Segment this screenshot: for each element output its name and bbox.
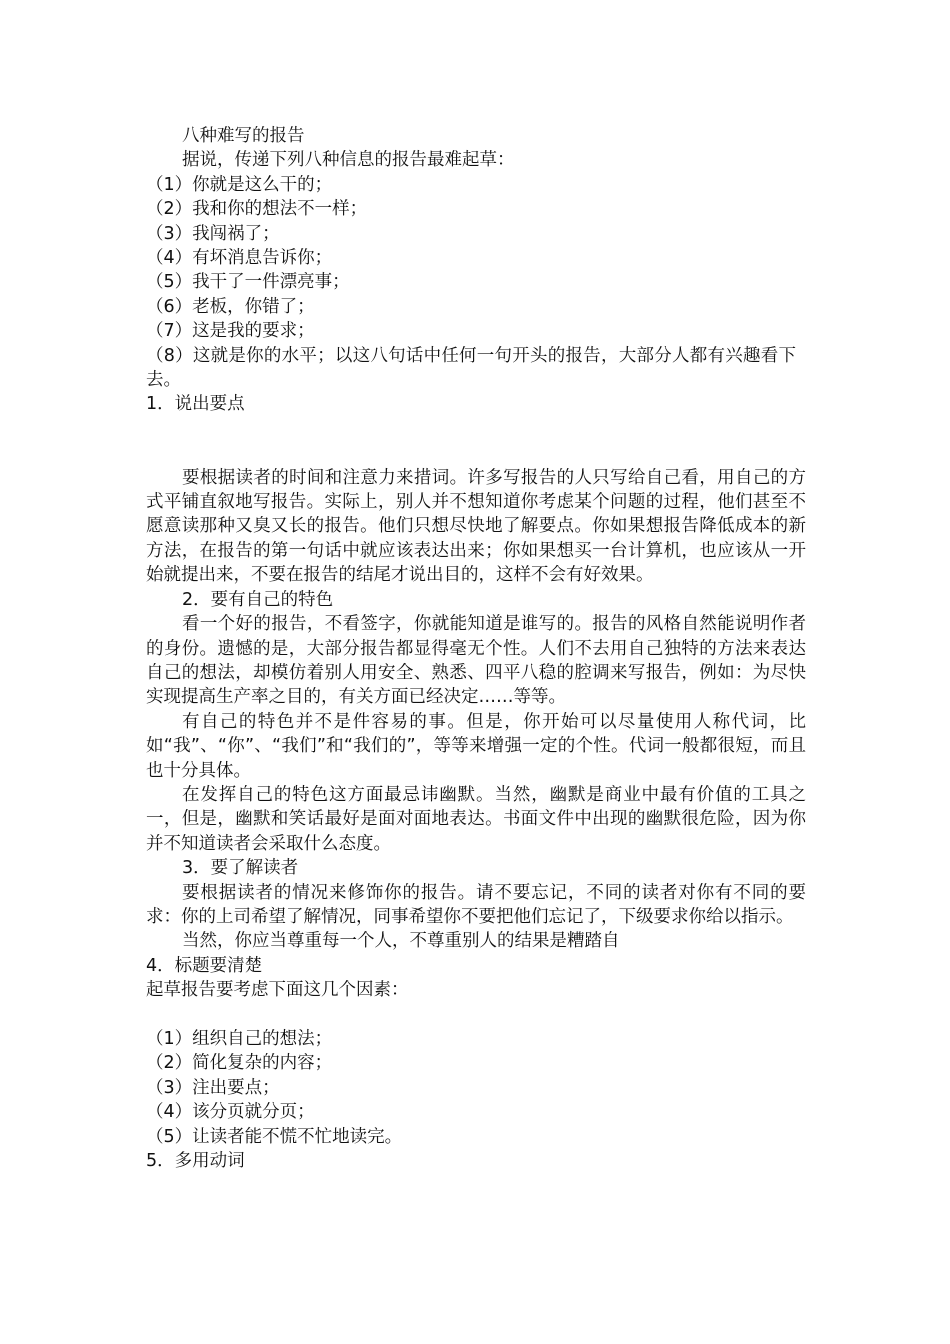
section-4-intro: 起草报告要考虑下面这几个因素： — [146, 980, 409, 1001]
section-3-paragraph: 当然，你应当尊重每一个人，不尊重别人的结果是糟踏自 — [182, 931, 620, 952]
list-item: （8）这就是你的水平；以这八句话中任何一句开头的报告，大部分人都有兴趣看下去。 — [146, 345, 796, 391]
list-item: （2）我和你的想法不一样； — [146, 199, 368, 220]
list-item: （4）有坏消息告诉你； — [146, 248, 333, 269]
section-1-heading: 1．说出要点 — [146, 394, 245, 415]
eight-items-list — [146, 173, 806, 393]
list-item: （5）我干了一件漂亮事； — [146, 272, 350, 293]
section-2-paragraph: 看一个好的报告，不看签字，你就能知道是谁写的。报告的风格自然能说明作者的身份。遗憾的是，大部分报告都显得毫无个性。人们不去用自己独特的方法来表达自己的想法，却模仿着别人用安全、熟悉、四平八稳的腔调来写报告，例如：为尽快实现提高生产率之目的，有关方面已经决定……等等。 — [146, 614, 806, 708]
section-2-paragraph: 有自己的特色并不是件容易的事。但是，你开始可以尽量使用人称代词，比如“我”、“你”、“我们”和“我们的”，等等来增强一定的个性。代词一般都很短，而且也十分具体。 — [146, 711, 806, 781]
document-title: 八种难写的报告 — [182, 126, 305, 146]
section-5-heading: 5．多用动词 — [146, 1151, 245, 1172]
list-item: （7）这是我的要求； — [146, 321, 315, 342]
list-item: （4）该分页就分页； — [146, 1102, 315, 1123]
section-4-list — [146, 1027, 806, 1149]
list-item: （1）你就是这么干的； — [146, 174, 333, 195]
list-item: （3）我闯祸了； — [146, 223, 280, 244]
list-item: （1）组织自己的想法； — [146, 1029, 333, 1049]
list-item: （2）简化复杂的内容； — [146, 1053, 333, 1074]
section-4-heading: 4．标题要清楚 — [146, 955, 263, 976]
spacer — [146, 1003, 806, 1027]
document-body — [146, 124, 806, 1173]
section-2-paragraph: 在发挥自己的特色这方面最忌讳幽默。当然，幽默是商业中最有价值的工具之一，但是，幽默和笑话最好是面对面地表达。书面文件中出现的幽默很危险，因为你并不知道读者会采取什么态度。 — [146, 784, 806, 854]
section-2-heading: 2．要有自己的特色 — [182, 589, 334, 610]
section-3-heading: 3．要了解读者 — [182, 858, 299, 879]
list-item: （5）让读者能不慌不忙地读完。 — [146, 1126, 403, 1147]
intro-text: 据说，传递下列八种信息的报告最难起草： — [182, 150, 515, 171]
spacer — [146, 417, 806, 466]
section-3-paragraph: 要根据读者的情况来修饰你的报告。请不要忘记，不同的读者对你有不同的要求：你的上司希望了解情况，同事希望你不要把他们忘记了，下级要求你给以指示。 — [146, 882, 806, 927]
list-item: （6）老板，你错了； — [146, 296, 315, 317]
section-1-paragraph: 要根据读者的时间和注意力来措词。许多写报告的人只写给自己看，用自己的方式平铺直叙地写报告。实际上，别人并不想知道你考虑某个问题的过程，他们甚至不愿意读那种又臭又长的报告。他们只想尽快地了解要点。你如果想报告降低成本的新方法，在报告的第一句话中就应该表达出来；你如果想买一台计算机，也应该从一开始就提出来，不要在报告的结尾才说出目的，这样不会有好效果。 — [146, 467, 806, 586]
list-item: （3）注出要点； — [146, 1077, 280, 1098]
